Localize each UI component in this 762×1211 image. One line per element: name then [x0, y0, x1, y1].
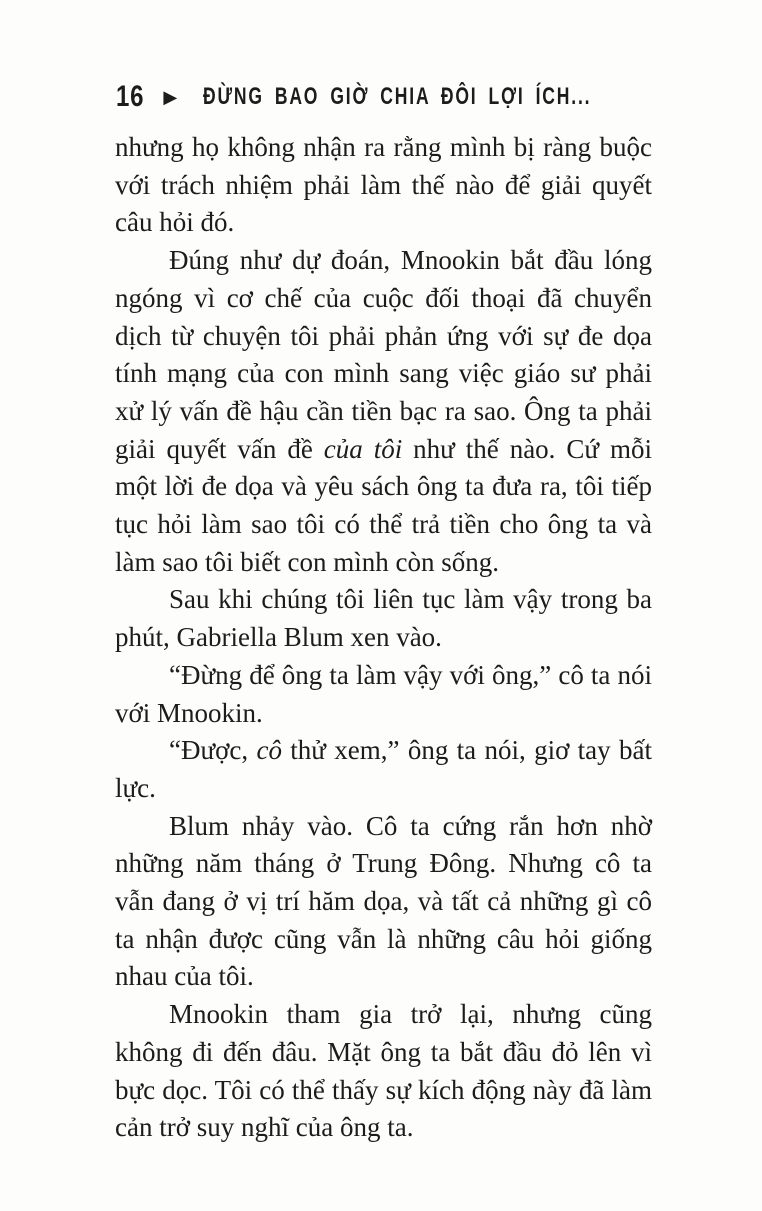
body-text	[115, 129, 652, 1147]
text-run: “Được,	[169, 735, 257, 766]
page-header	[116, 80, 735, 114]
text-run: nhưng họ không nhận ra rằng mình bị ràng buộc với trách nhiệm phải làm thế nào để giải quyết câu hỏi đó.	[115, 132, 652, 238]
italic-text-run: cô	[256, 735, 282, 766]
text-run: Đúng như dự đoán, Mnookin bắt đầu lóng ngóng vì cơ chế của cuộc đối thoại đã chuyển dịch từ chuyện tôi phải phản ứng với sự đe dọa tính mạng của con mình sang việc giáo sư phải xử lý vấn đề hậu cần tiền bạc ra sao. Ông ta phải giải quyết vấn đề	[115, 245, 652, 464]
text-run: “Đừng để ông ta làm vậy với ông,” cô ta nói với Mnookin.	[115, 659, 652, 728]
paragraph	[115, 242, 652, 581]
paragraph	[115, 657, 652, 732]
italic-text-run: của tôi	[323, 433, 403, 464]
paragraph	[115, 581, 652, 656]
text-run: như thế nào. Cứ mỗi một lời đe dọa và yêu sách ông ta đưa ra, tôi tiếp tục hỏi làm sao tôi có thể trả tiền cho ông ta và làm sao tôi biết con mình còn sống.	[115, 433, 652, 577]
paragraph	[115, 808, 652, 997]
text-run: Mnookin tham gia trở lại, nhưng cũng không đi đến đâu. Mặt ông ta bắt đầu đỏ lên vì bực dọc. Tôi có thể thấy sự kích động này đã làm cản trở suy nghĩ của ông ta.	[115, 999, 652, 1143]
paragraph	[115, 996, 652, 1147]
paragraph	[115, 129, 652, 242]
paragraph	[115, 732, 652, 807]
text-run: thử xem,” ông ta nói, giơ tay bất lực.	[115, 735, 652, 803]
triangle-bullet-icon: ▶	[163, 87, 178, 108]
text-run: Blum nhảy vào. Cô ta cứng rắn hơn nhờ những năm tháng ở Trung Đông. Nhưng cô ta vẫn đang ở vị trí hăm dọa, và tất cả những gì cô ta nhận được cũng vẫn là những câu hỏi giống nhau của tôi.	[115, 810, 652, 992]
running-title: ĐỪNG BAO GIỜ CHIA ĐÔI LỢI ÍCH...	[203, 83, 592, 110]
page-number: 16	[116, 80, 145, 113]
text-run: Sau khi chúng tôi liên tục làm vậy trong ba phút, Gabriella Blum xen vào.	[115, 584, 652, 653]
